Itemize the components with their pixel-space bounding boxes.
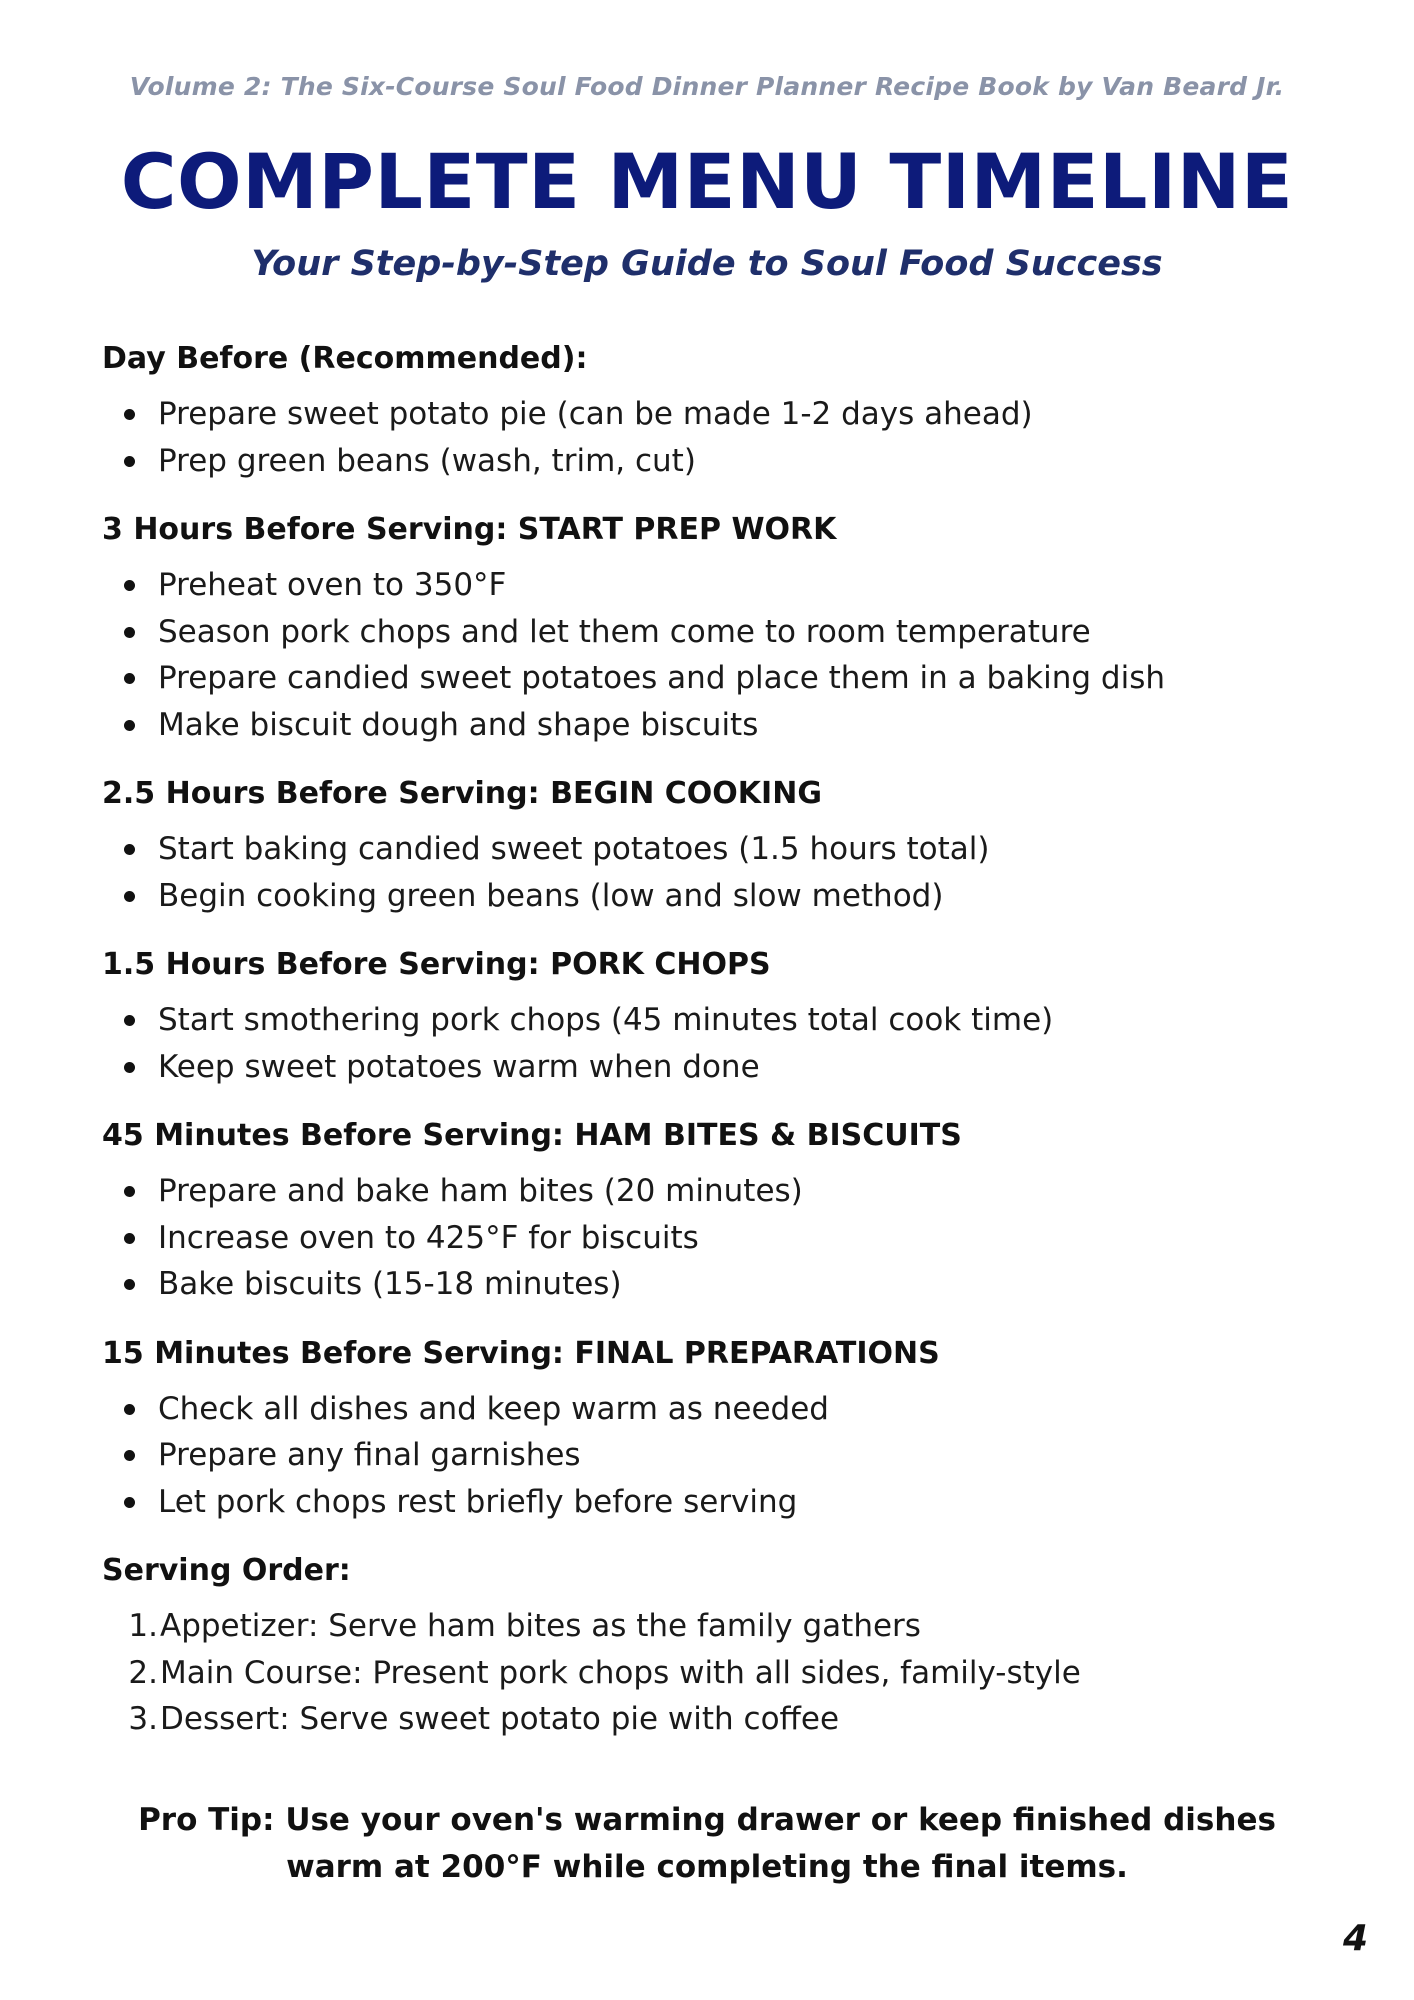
list-item-text: Prepare candied sweet potatoes and place them in a baking dish	[158, 660, 1166, 696]
step-list	[102, 391, 1312, 484]
section-45-minutes	[102, 1112, 1312, 1308]
book-series-line: Volume 2: The Six-Course Soul Food Dinner Planner Recipe Book by Van Beard Jr.	[129, 72, 1285, 101]
list-item-text: Check all dishes and keep warm as needed	[158, 1390, 829, 1427]
bullet-icon	[124, 1186, 135, 1197]
section-heading: 1.5 Hours Before Serving: PORK CHOPS	[102, 947, 771, 982]
list-number: 1.	[128, 1608, 158, 1644]
page-subtitle: Your Step-by-Step Guide to Soul Food Success	[251, 244, 1163, 284]
list-item-text: Preheat oven to 350°F	[158, 567, 507, 603]
section-3-hours	[102, 506, 1312, 748]
bullet-icon	[124, 1450, 135, 1461]
list-item	[102, 391, 1312, 438]
list-item	[102, 609, 1312, 656]
list-item-text: Season pork chops and let them come to room temperature	[158, 613, 1091, 650]
list-item	[102, 1168, 1312, 1215]
page-title: COMPLETE MENU TIMELINE	[120, 137, 1294, 226]
pro-tip	[102, 1797, 1312, 1891]
list-item-text: Begin cooking green beans (low and slow method)	[158, 877, 944, 914]
list-item	[102, 1386, 1312, 1433]
list-item	[102, 873, 1312, 920]
section-heading: 45 Minutes Before Serving: HAM BITES & BISCUITS	[102, 1118, 962, 1153]
list-item-text: Prepare sweet potato pie (can be made 1-2 days ahead)	[158, 396, 1033, 432]
list-item-text: Dessert: Serve sweet potato pie with coffee	[160, 1701, 840, 1737]
timeline-content	[102, 335, 1312, 1765]
serving-order-list	[102, 1603, 1312, 1743]
list-item-text: Main Course: Present pork chops with all sides, family-style	[160, 1654, 1081, 1691]
section-1-5-hours	[102, 941, 1312, 1090]
section-2-5-hours	[102, 770, 1312, 919]
bullet-icon	[124, 720, 135, 731]
list-item	[102, 826, 1312, 873]
list-item	[102, 1696, 1312, 1743]
list-item-text: Bake biscuits (15-18 minutes)	[158, 1266, 622, 1302]
list-item	[102, 1650, 1312, 1697]
list-number: 3.	[128, 1701, 158, 1737]
step-list	[102, 562, 1312, 748]
list-item-text: Keep sweet potatoes warm when done	[158, 1048, 760, 1085]
bullet-icon	[124, 1233, 135, 1244]
section-heading: 3 Hours Before Serving: START PREP WORK	[102, 512, 837, 547]
bullet-icon	[124, 456, 135, 467]
bullet-icon	[124, 1497, 135, 1508]
step-list	[102, 826, 1312, 919]
list-number: 2.	[128, 1654, 158, 1691]
list-item	[102, 1215, 1312, 1262]
list-item-text: Prepare and bake ham bites (20 minutes)	[158, 1173, 803, 1209]
bullet-icon	[124, 844, 135, 855]
list-item	[102, 1432, 1312, 1479]
page-number: 4	[1342, 1918, 1368, 1959]
list-item	[102, 1479, 1312, 1526]
bullet-icon	[124, 1015, 135, 1026]
section-day-before	[102, 335, 1312, 484]
step-list	[102, 1168, 1312, 1308]
bullet-icon	[124, 891, 135, 902]
list-item-text: Let pork chops rest briefly before serving	[158, 1483, 798, 1520]
list-item	[102, 562, 1312, 609]
bullet-icon	[124, 1279, 135, 1290]
list-item-text: Start smothering pork chops (45 minutes total cook time)	[158, 1002, 1054, 1038]
list-item	[102, 655, 1312, 702]
section-heading: Day Before (Recommended):	[102, 341, 588, 376]
section-heading: 2.5 Hours Before Serving: BEGIN COOKING	[102, 776, 822, 811]
list-item	[102, 702, 1312, 749]
list-item-text: Appetizer: Serve ham bites as the family gathers	[160, 1608, 921, 1644]
bullet-icon	[124, 580, 135, 591]
bullet-icon	[124, 627, 135, 638]
list-item-text: Increase oven to 425°F for biscuits	[158, 1219, 699, 1256]
list-item	[102, 1044, 1312, 1091]
step-list	[102, 1386, 1312, 1526]
list-item	[102, 438, 1312, 485]
section-serving-order	[102, 1547, 1312, 1743]
bullet-icon	[124, 409, 135, 420]
list-item	[102, 997, 1312, 1044]
section-heading: 15 Minutes Before Serving: FINAL PREPARATIONS	[102, 1335, 940, 1371]
bullet-icon	[124, 1404, 135, 1415]
bullet-icon	[124, 1062, 135, 1073]
list-item	[102, 1603, 1312, 1650]
pro-tip-line-2: warm at 200°F while completing the final items.	[286, 1849, 1128, 1885]
list-item-text: Prep green beans (wash, trim, cut)	[158, 442, 696, 479]
pro-tip-line-1: Pro Tip: Use your oven's warming drawer or keep finished dishes	[138, 1802, 1276, 1838]
step-list	[102, 997, 1312, 1090]
section-15-minutes	[102, 1330, 1312, 1526]
section-heading: Serving Order:	[102, 1553, 351, 1588]
bullet-icon	[124, 673, 135, 684]
list-item-text: Prepare any final garnishes	[158, 1437, 581, 1473]
list-item	[102, 1261, 1312, 1308]
list-item-text: Make biscuit dough and shape biscuits	[158, 706, 759, 743]
list-item-text: Start baking candied sweet potatoes (1.5 hours total)	[158, 831, 990, 867]
